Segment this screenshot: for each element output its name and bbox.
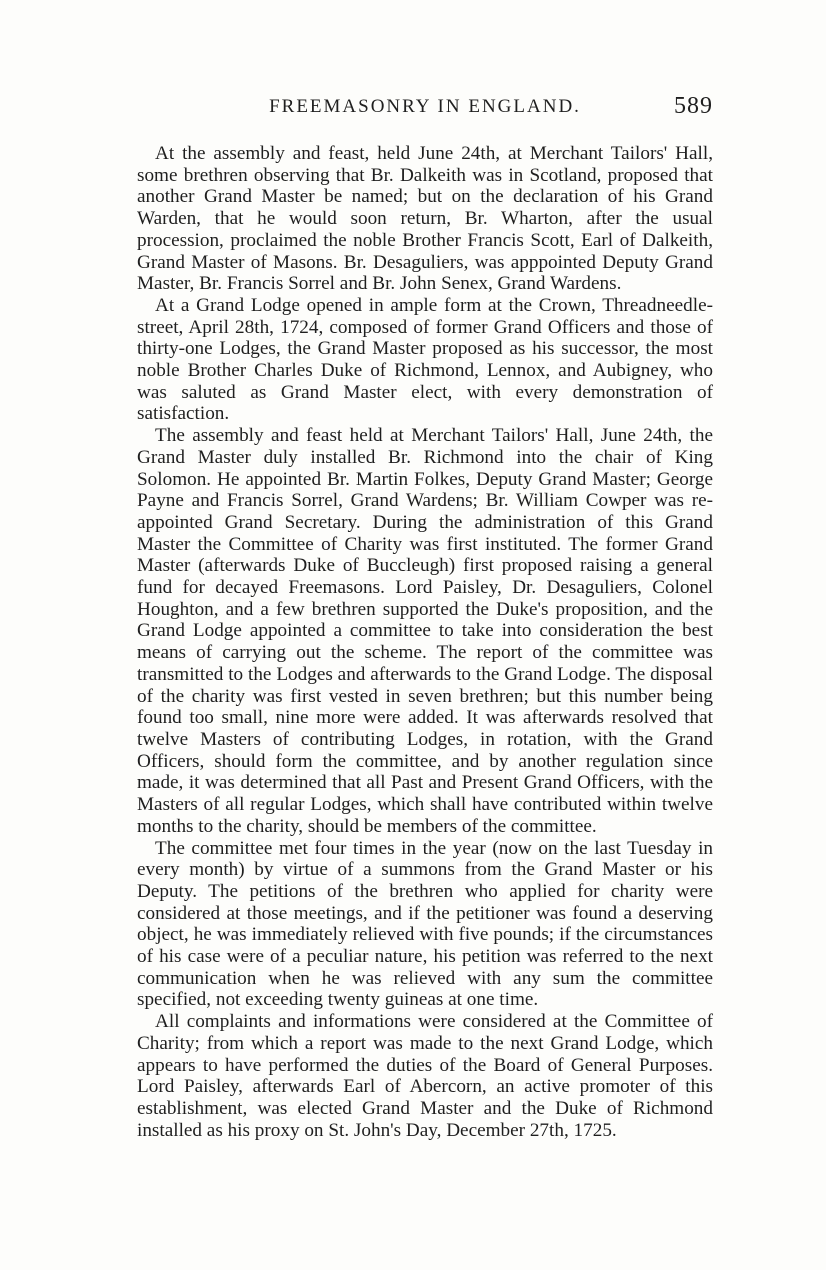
- running-title: FREEMASONRY IN ENGLAND.: [269, 96, 581, 117]
- body-text: [137, 143, 713, 1141]
- paragraph-committee-of-charity: The assembly and feast held at Merchant Tailors' Hall, June 24th, the Grand Master duly installed Br. Richmond into the chair of King Solomon. He appointed Br. Martin Folkes, Deputy Grand Master; George Payne and Francis Sorrel, Grand Wardens; Br. William Cowper was re-appointed Grand Secretary. During the administration of this Grand Master the Committee of Charity was first instituted. The former Grand Master (afterwards Duke of Buccleugh) first proposed raising a general fund for decayed Freemasons. Lord Paisley, Dr. Desaguliers, Colonel Houghton, and a few brethren supported the Duke's proposition, and the Grand Lodge appointed a committee to take into consideration the best means of carrying out the scheme. The report of the committee was transmitted to the Lodges and afterwards to the Grand Lodge. The disposal of the charity was first vested in seven brethren; but this number being found too small, nine more were added. It was afterwards resolved that twelve Masters of contributing Lodges, in rotation, with the Grand Officers, should form the committee, and by another regulation since made, it was determined that all Past and Present Grand Officers, with the Masters of all regular Lodges, which shall have contributed within twelve months to the charity, should be members of the committee.: [137, 425, 713, 837]
- page-number: 589: [674, 93, 713, 119]
- paragraph-grand-lodge-crown: At a Grand Lodge opened in ample form at the Crown, Threadneedle-street, April 28th, 1724, composed of former Grand Officers and those of thirty-one Lodges, the Grand Master proposed as his successor, the most noble Brother Charles Duke of Richmond, Lennox, and Aubigney, who was saluted as Grand Master elect, with every demonstration of satisfaction.: [137, 294, 713, 425]
- paragraph-complaints: All complaints and informations were considered at the Committee of Charity; from which a report was made to the next Grand Lodge, which appears to have performed the duties of the Board of General Purposes. Lord Paisley, afterwards Earl of Abercorn, an active promoter of this establishment, was elected Grand Master and the Duke of Richmond installed as his proxy on St. John's Day, December 27th, 1725.: [137, 1011, 713, 1141]
- paragraph-assembly-june: At the assembly and feast, held June 24th, at Merchant Tailors' Hall, some brethren observing that Br. Dalkeith was in Scotland, proposed that another Grand Master be named; but on the declaration of his Grand Warden, that he would soon return, Br. Wharton, after the usual procession, proclaimed the noble Brother Francis Scott, Earl of Dalkeith, Grand Master of Masons. Br. Desaguliers, was apppointed Deputy Grand Master, Br. Francis Sorrel and Br. John Senex, Grand Wardens.: [137, 143, 713, 295]
- running-head: [137, 93, 713, 126]
- paragraph-committee-meetings: The committee met four times in the year (now on the last Tuesday in every month) by virtue of a summons from the Grand Master or his Deputy. The petitions of the brethren who applied for charity were considered at those meetings, and if the petitioner was found a deserving object, he was immediately relieved with five pounds; if the circumstances of his case were of a peculiar nature, his petition was referred to the next communication when he was relieved with any sum the committee specified, not exceeding twenty guineas at one time.: [137, 837, 713, 1011]
